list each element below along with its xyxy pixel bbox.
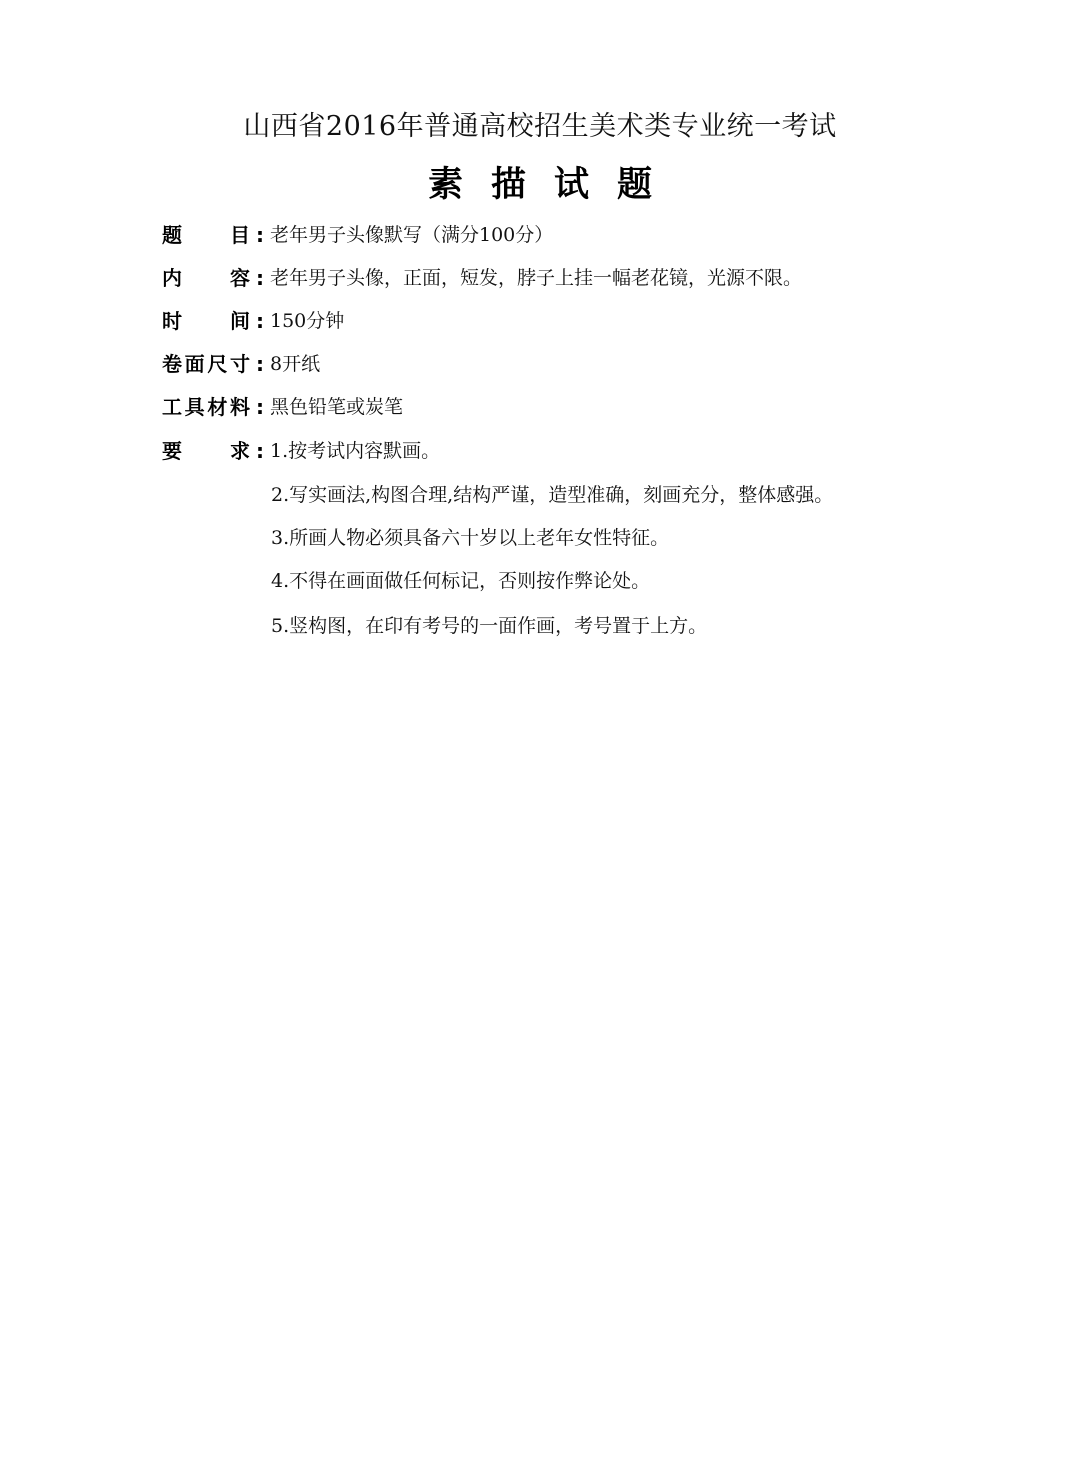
- field-colon: :: [256, 439, 264, 463]
- field-value: 老年男子头像默写（满分100分）: [270, 224, 554, 246]
- field-value: 老年男子头像，正面，短发，脖子上挂一幅老花镜，光源不限。: [270, 267, 803, 289]
- field-row-time: [162, 304, 344, 338]
- field-label: 题目: [162, 223, 250, 247]
- requirement-item: 2.写实画法,构图合理,结构严谨，造型准确，刻画充分，整体感强。: [271, 484, 834, 506]
- field-colon: :: [256, 395, 264, 419]
- field-row-materials: [162, 390, 403, 424]
- field-colon: :: [256, 266, 264, 290]
- field-row-requirements: [162, 434, 440, 468]
- field-label: 工具材料: [162, 395, 250, 419]
- field-value: 8开纸: [270, 353, 321, 375]
- exam-heading: 山西省2016年普通高校招生美术类专业统一考试: [243, 111, 837, 142]
- field-row-subject: [162, 218, 553, 252]
- requirement-item: 4.不得在画面做任何标记，否则按作弊论处。: [271, 570, 651, 592]
- requirement-item: 3.所画人物必须具备六十岁以上老年女性特征。: [271, 527, 670, 549]
- field-label: 时间: [162, 309, 250, 333]
- exam-subheading: 素描试题: [427, 165, 680, 205]
- field-value: 150分钟: [270, 310, 345, 332]
- field-label: 要求: [162, 439, 250, 463]
- field-value: 黑色铅笔或炭笔: [270, 396, 404, 418]
- field-colon: :: [256, 352, 264, 376]
- field-row-paper-size: [162, 347, 320, 381]
- field-colon: :: [256, 309, 264, 333]
- requirement-item: 5.竖构图，在印有考号的一面作画，考号置于上方。: [271, 615, 708, 637]
- field-value: 1.按考试内容默画。: [270, 440, 441, 462]
- field-label: 内容: [162, 266, 250, 290]
- field-label: 卷面尺寸: [162, 352, 250, 376]
- field-row-content: [162, 261, 802, 295]
- field-colon: :: [256, 223, 264, 247]
